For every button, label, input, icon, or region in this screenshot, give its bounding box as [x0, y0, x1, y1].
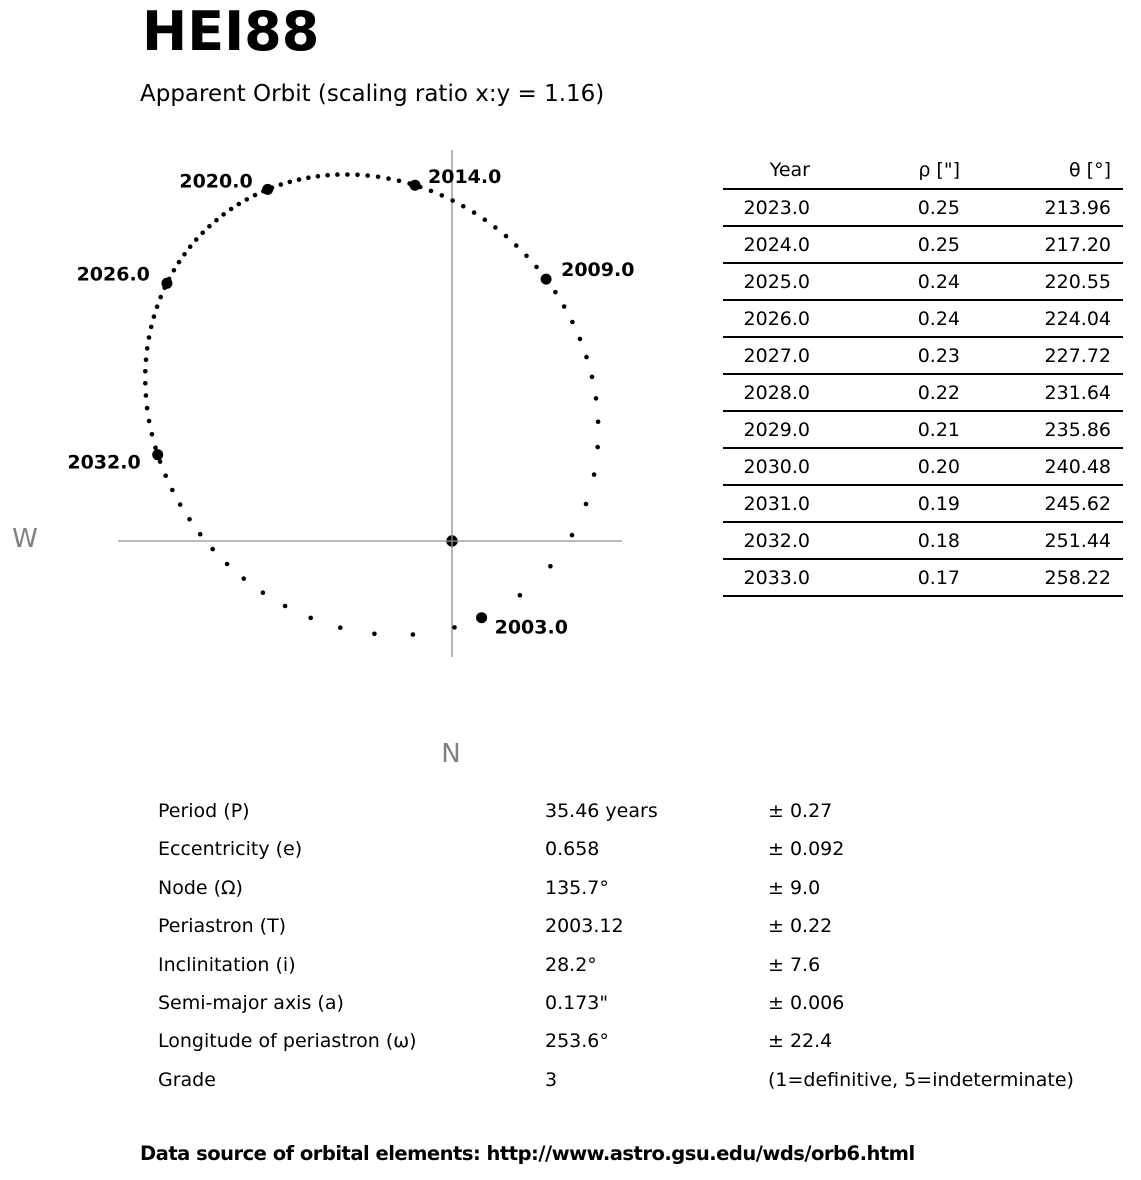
orbit-dot — [155, 304, 160, 309]
ephemeris-cell: 2025.0 — [723, 263, 818, 300]
orbit-dot — [376, 175, 381, 180]
orbit-dot — [518, 593, 523, 598]
ephemeris-cell: 220.55 — [960, 263, 1123, 300]
orbit-dot — [152, 314, 157, 319]
element-error: ± 0.22 — [768, 915, 833, 938]
orbit-dot — [225, 562, 230, 567]
table-row — [723, 485, 1123, 522]
ephemeris-cell: 2023.0 — [723, 189, 818, 226]
element-value: 28.2° — [545, 953, 597, 976]
data-source-footer: Data source of orbital elements: http://www.astro.gsu.edu/wds/orb6.html — [140, 1142, 915, 1165]
element-label: Node (Ω) — [158, 876, 243, 899]
ephemeris-cell: 2029.0 — [723, 411, 818, 448]
ephemeris-cell: 227.72 — [960, 337, 1123, 374]
element-error: ± 22.4 — [768, 1030, 833, 1053]
element-label: Period (P) — [158, 800, 250, 822]
chart-subtitle: Apparent Orbit (scaling ratio x:y = 1.16) — [140, 81, 605, 107]
orbit-dot — [514, 243, 519, 248]
orbit-dot — [345, 172, 350, 177]
epoch-label: 2003.0 — [494, 616, 568, 639]
orbit-dot — [147, 335, 152, 340]
orbit-dot — [472, 210, 477, 215]
ephemeris-table-body — [723, 189, 1123, 596]
ephemeris-cell: 2027.0 — [723, 337, 818, 374]
orbit-dot — [452, 625, 457, 630]
orbit-dot — [283, 604, 288, 609]
table-row — [723, 300, 1123, 337]
element-value: 0.173" — [545, 992, 609, 1015]
ephemeris-cell: 2031.0 — [723, 485, 818, 522]
ephemeris-cell: 0.19 — [818, 485, 960, 522]
element-error: ± 7.6 — [768, 953, 821, 976]
orbit-dot — [182, 252, 187, 257]
orbit-dot — [143, 381, 148, 386]
orbit-dot — [440, 193, 445, 198]
orbit-dot — [229, 207, 234, 212]
orbit-dot — [149, 325, 154, 330]
ephemeris-cell: 2030.0 — [723, 448, 818, 485]
ephemeris-col-header-year: Year — [723, 152, 818, 189]
element-label: Eccentricity (e) — [158, 838, 303, 861]
element-value: 3 — [545, 1068, 558, 1091]
orbit-dot — [150, 432, 155, 437]
epoch-dot — [152, 449, 163, 460]
ephemeris-cell: 2033.0 — [723, 559, 818, 596]
ephemeris-cell: 245.62 — [960, 485, 1123, 522]
orbit-dot — [253, 193, 258, 198]
ephemeris-cell: 2032.0 — [723, 522, 818, 559]
orbit-dot — [200, 230, 205, 235]
table-row — [723, 263, 1123, 300]
orbit-dot — [178, 502, 183, 507]
orbit-dot — [279, 182, 284, 187]
orbit-dot — [450, 198, 455, 203]
ephemeris-cell: 213.96 — [960, 189, 1123, 226]
orbit-plot — [0, 130, 660, 780]
orbit-dot — [145, 406, 150, 411]
element-error: ± 9.0 — [768, 876, 821, 899]
orbit-dot — [207, 224, 212, 229]
ephemeris-cell: 0.18 — [818, 522, 960, 559]
orbit-dot — [198, 532, 203, 537]
orbit-dot — [590, 375, 595, 380]
table-row — [723, 189, 1123, 226]
orbit-dot — [534, 265, 539, 270]
orbit-dot — [210, 547, 215, 552]
page-title: HEI88 — [142, 0, 320, 63]
ephemeris-cell: 0.22 — [818, 374, 960, 411]
epoch-label: 2009.0 — [561, 259, 635, 282]
orbit-dot — [592, 472, 597, 477]
orbit-dot — [570, 320, 575, 325]
table-row — [723, 226, 1123, 263]
table-row — [723, 337, 1123, 374]
epoch-dot — [541, 274, 552, 285]
orbit-dot — [504, 234, 509, 239]
north-label: N — [441, 739, 461, 769]
element-value: 0.658 — [545, 838, 600, 861]
ephemeris-cell: 0.25 — [818, 189, 960, 226]
west-label: W — [12, 524, 38, 554]
table-row — [723, 411, 1123, 448]
ephemeris-cell: 235.86 — [960, 411, 1123, 448]
ephemeris-cell: 0.25 — [818, 226, 960, 263]
orbit-dot — [144, 357, 149, 362]
orbit-dot — [483, 217, 488, 222]
epoch-label: 2020.0 — [179, 170, 253, 193]
element-label: Grade — [158, 1068, 216, 1091]
orbit-dot — [355, 173, 360, 178]
orbit-dot — [241, 576, 246, 581]
orbit-dot — [214, 218, 219, 223]
orbit-dot — [548, 564, 553, 569]
orbit-dot — [553, 290, 558, 295]
orbit-dot — [386, 176, 391, 181]
orbit-dot — [143, 369, 148, 374]
element-label: Inclinitation (i) — [158, 953, 296, 976]
epoch-dot — [262, 184, 273, 195]
orbit-dot — [261, 590, 266, 595]
orbit-dot — [306, 175, 311, 180]
orbit-dot — [163, 473, 168, 478]
element-value: 35.46 years — [545, 800, 658, 822]
orbit-dot — [145, 346, 150, 351]
element-label: Semi-major axis (a) — [158, 992, 344, 1015]
table-row — [723, 374, 1123, 411]
ephemeris-cell: 0.24 — [818, 263, 960, 300]
ephemeris-cell: 2028.0 — [723, 374, 818, 411]
orbit-dot — [584, 355, 589, 360]
orbit-dot — [595, 445, 600, 450]
orbit-dot — [493, 225, 498, 230]
element-value: 2003.12 — [545, 915, 624, 938]
element-label: Periastron (T) — [158, 915, 287, 938]
orbit-dot — [221, 212, 226, 217]
orbit-dot — [411, 632, 416, 637]
orbit-dot — [397, 179, 402, 184]
ephemeris-col-header-theta: θ [°] — [960, 152, 1123, 189]
table-row — [723, 522, 1123, 559]
ephemeris-cell: 231.64 — [960, 374, 1123, 411]
ephemeris-cell: 258.22 — [960, 559, 1123, 596]
orbit-dot — [144, 393, 149, 398]
ephemeris-header-row — [723, 152, 1123, 189]
orbit-dot — [596, 420, 601, 425]
epoch-dot — [410, 180, 421, 191]
orbit-dot — [570, 533, 575, 538]
ephemeris-cell: 0.20 — [818, 448, 960, 485]
orbit-dot — [237, 202, 242, 207]
orbit-dot — [461, 204, 466, 209]
orbit-dot — [297, 177, 302, 182]
element-value: 253.6° — [545, 1030, 609, 1053]
element-error: (1=definitive, 5=indeterminate) — [768, 1068, 1074, 1091]
orbit-dot — [429, 189, 434, 194]
ephemeris-cell: 0.17 — [818, 559, 960, 596]
orbit-dot — [172, 268, 177, 273]
orbit-dot — [158, 295, 163, 300]
orbit-dot — [372, 632, 377, 637]
orbit-dot — [147, 419, 152, 424]
ephemeris-col-header-rho: ρ ["] — [818, 152, 960, 189]
ephemeris-cell: 2026.0 — [723, 300, 818, 337]
orbit-dot — [194, 237, 199, 242]
ephemeris-cell: 224.04 — [960, 300, 1123, 337]
ephemeris-cell: 240.48 — [960, 448, 1123, 485]
epoch-label: 2014.0 — [428, 166, 502, 189]
ephemeris-cell: 251.44 — [960, 522, 1123, 559]
ephemeris-cell: 0.24 — [818, 300, 960, 337]
element-error: ± 0.27 — [768, 800, 833, 822]
orbit-dot — [288, 180, 293, 185]
orbit-dot — [187, 517, 192, 522]
orbit-dot — [308, 616, 313, 621]
orbit-dot — [524, 254, 529, 259]
orbit-dot — [578, 337, 583, 342]
orbit-dot — [245, 197, 250, 202]
orbit-dot — [584, 502, 589, 507]
orbit-dot — [338, 625, 343, 630]
orbit-dot — [365, 173, 370, 178]
orbit-dot — [316, 174, 321, 179]
ephemeris-cell: 217.20 — [960, 226, 1123, 263]
epoch-label: 2026.0 — [76, 263, 150, 286]
orbit-dot — [594, 396, 599, 401]
element-value: 135.7° — [545, 876, 609, 899]
orbit-dot — [170, 488, 175, 493]
table-row — [723, 448, 1123, 485]
ephemeris-table — [723, 152, 1123, 597]
ephemeris-cell: 0.23 — [818, 337, 960, 374]
orbital-elements — [158, 792, 1088, 1099]
ephemeris-cell: 2024.0 — [723, 226, 818, 263]
orbit-dot — [177, 260, 182, 265]
orbit-dot — [325, 173, 330, 178]
element-error: ± 0.092 — [768, 838, 845, 861]
orbit-dot — [562, 304, 567, 309]
ephemeris-cell: 0.21 — [818, 411, 960, 448]
orbit-dot — [188, 244, 193, 249]
element-error: ± 0.006 — [768, 992, 845, 1015]
epoch-dot — [476, 612, 487, 623]
epoch-dot — [161, 278, 172, 289]
orbit-dot — [335, 172, 340, 177]
element-label: Longitude of periastron (ω) — [158, 1030, 417, 1053]
table-row — [723, 559, 1123, 596]
epoch-label: 2032.0 — [67, 451, 141, 474]
